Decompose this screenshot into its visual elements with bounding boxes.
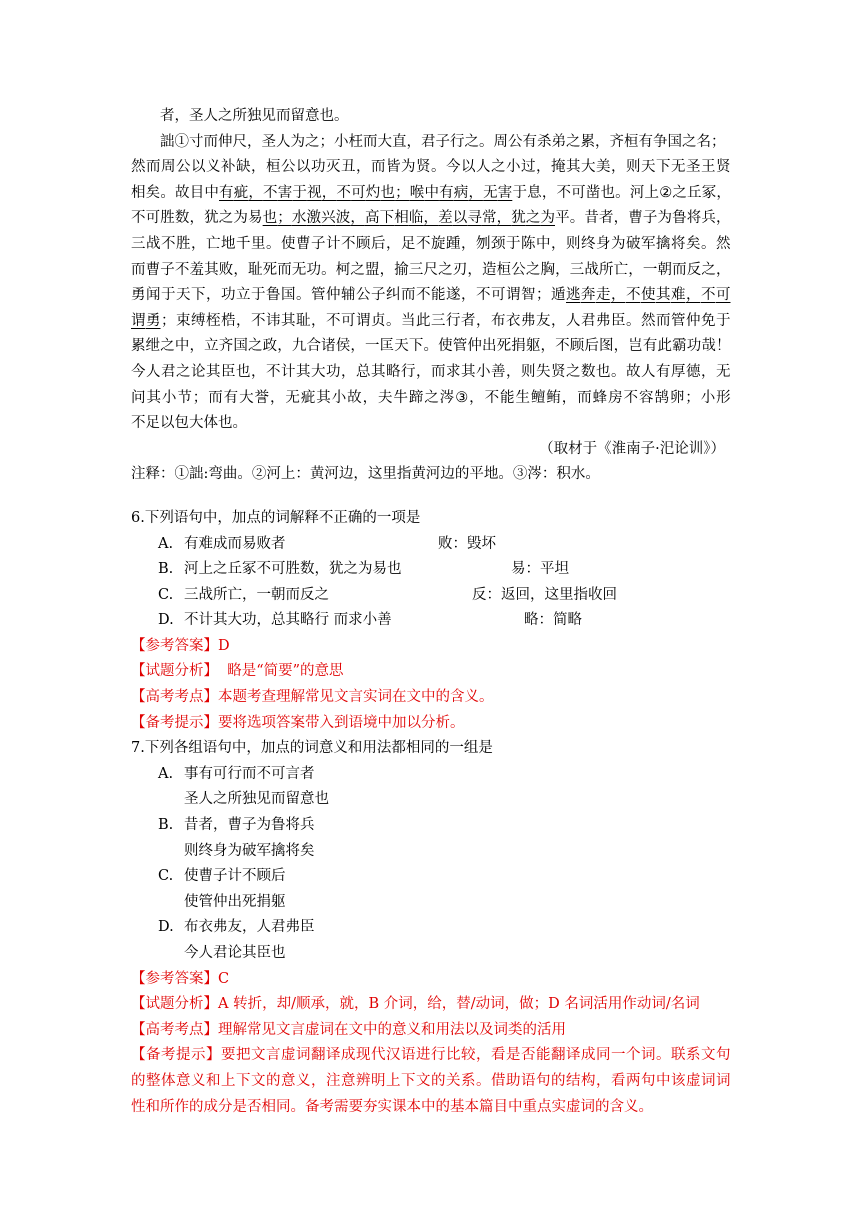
option-b: B. 昔者，曹子为鲁将兵 则终身为破军擒将矣 bbox=[131, 813, 731, 864]
prep-tip-line: 的 整 体 意 义 和 上 下 文 的 意 义 ， 注 意 辨 明 上 下 文 的 关 系 。 借 助 语 句 的 结 构 ， 看 两 句 中 该 虚 词 词 bbox=[131, 1072, 731, 1089]
answer-line: 【参考答案】D bbox=[131, 637, 230, 654]
passage-line: 者，圣人之所独见而留意也。 bbox=[160, 108, 349, 124]
question-7 bbox=[131, 736, 731, 1120]
option-sentence-1: 事有可行而不可言者 bbox=[184, 765, 315, 782]
analysis-line: 【试题分析】A 转折，却/顺承，就，B 介词，给，替/动词，做；D 名词活用作动词/名词 bbox=[131, 996, 700, 1013]
answer-line: 【参考答案】C bbox=[131, 970, 230, 987]
passage-line: 今 人 君 之 论 其 臣 也 ， 不 计 其 大 功 ， 总 其 略 行 ， 而 求 其 小 善 ， 则 失 贤 之 数 也 。 故 人 有 厚 德 ， 无 bbox=[131, 363, 731, 380]
passage bbox=[131, 104, 731, 488]
answer-value: D bbox=[218, 637, 230, 654]
option-explanation: 略：简略 bbox=[524, 612, 582, 629]
option-c: C. 使曹子计不顾后 使管仲出死捐躯 bbox=[131, 864, 731, 915]
prep-tip-line: 【备考提示】要将选项答案带入到语境中加以分析。 bbox=[131, 714, 465, 731]
document-page bbox=[131, 104, 731, 1120]
option-sentence-2: 今人君论其臣也 bbox=[184, 945, 286, 961]
analysis-line: 【试题分析】 略是“简要”的意思 bbox=[131, 663, 344, 680]
prep-tip-line: 【 备 考 提 示 】 要 把 文 言 虚 词 翻 译 成 现 代 汉 语 进 行 比 较 ， 看 是 否 能 翻 译 成 同 一 个 词 。 联 系 文 句 bbox=[131, 1047, 731, 1064]
option-sentence-1: 使曹子计不顾后 bbox=[184, 868, 286, 885]
passage-line: 詘①寸而伸尺，圣人为之；小枉而大直，君子行之。周公有杀弟之累，齐桓有争国之名； bbox=[160, 133, 726, 150]
passage-line: 不足以包大体也。 bbox=[131, 415, 247, 432]
passage-line: 相 矣 。 故 目 中 有 疵 ， 不 害 于 视 ， 不 可 灼 也 ； 喉 中 有 病 ， 无 害 于 息 ， 不 可 凿 也 。 河 上 ② 之 丘 冢 ， bbox=[131, 184, 731, 201]
option-text: 河上之丘冢不可胜数，犹之为易也 bbox=[184, 561, 402, 578]
passage-line: 而 曹 子 不 羞 其 败 ， 耻 死 而 无 功 。 柯 之 盟 ， 揄 三 尺 之 刃 ， 造 桓 公 之 胸 ， 三 战 所 亡 ， 一 朝 而 反 之 ， bbox=[131, 261, 731, 278]
option-c: C. 三战所亡，一朝而反之 反：返回，这里指收回 bbox=[131, 583, 731, 609]
exam-point-line: 【高考考点】理解常见文言虚词在文中的意义和用法以及词类的活用 bbox=[131, 1021, 566, 1038]
option-explanation: 败：毁坏 bbox=[438, 535, 496, 552]
option-b: B. 河上之丘冢不可胜数，犹之为易也 易：平坦 bbox=[131, 557, 731, 583]
passage-line: 三 战 不 胜 ， 亡 地 千 里 。 使 曹 子 计 不 顾 后 ， 足 不 旋 踵 ， 刎 颈 于 陈 中 ， 则 终 身 为 破 军 擒 将 矣 。 然 bbox=[131, 235, 731, 252]
option-a: A. 事有可行而不可言者 圣人之所独见而留意也 bbox=[131, 762, 731, 813]
passage-line: 然 而 周 公 以 义 补 缺 ， 桓 公 以 功 灭 丑 ， 而 皆 为 贤 。 今 以 人 之 小 过 ， 掩 其 大 美 ， 则 天 下 无 圣 王 贤 bbox=[131, 159, 731, 176]
prep-tip-line: 性和所作的成分是否相同。备考需要夯实课本中的基本篇目中重点实虚词的含义。 bbox=[131, 1098, 653, 1115]
option-text: 有难成而易败者 bbox=[184, 535, 286, 552]
option-text: 不计其大功，总其略行 而求小善 bbox=[184, 612, 392, 629]
source-citation: （取材于《淮南子·汜论训》） bbox=[539, 440, 725, 457]
option-sentence-2: 则终身为破军擒将矣 bbox=[184, 842, 315, 859]
option-d: D. 不计其大功，总其略行 而求小善 略：简略 bbox=[131, 608, 731, 634]
answer-value: C bbox=[218, 970, 230, 987]
option-sentence-1: 昔者，曹子为鲁将兵 bbox=[184, 817, 315, 834]
option-sentence-2: 使管仲出死捐躯 bbox=[184, 893, 286, 910]
option-sentence-1: 布衣弗友，人君弗臣 bbox=[184, 919, 315, 936]
option-a: A. 有难成而易败者 败：毁坏 bbox=[131, 532, 731, 558]
question-stem: 7.下列各组语句中，加点的词意义和用法都相同的一组是 bbox=[131, 740, 493, 757]
passage-line: 不 可 胜 数 ， 犹 之 为 易 也 ； 水 激 兴 波 ， 高 下 相 临 ， 差 以 寻 常 ， 犹 之 为 平 。 昔 者 ， 曹 子 为 鲁 将 兵 ， bbox=[131, 210, 731, 227]
annotation-notes: 注释：①詘:弯曲。②河上：黄河边，这里指黄河边的平地。③涔：积水。 bbox=[131, 466, 600, 483]
passage-line: 累 绁 之 中 ， 立 齐 国 之 政 ， 九 合 诸 侯 ， 一 匡 天 下 。 使 管 仲 出 死 捐 躯 ， 不 顾 后 图 ， 岂 有 此 霸 功 哉 ！ bbox=[131, 338, 731, 355]
option-explanation: 易：平坦 bbox=[511, 561, 569, 578]
question-stem: 6.下列语句中，加点的词解释不正确的一项是 bbox=[131, 509, 421, 526]
option-sentence-2: 圣人之所独见而留意也 bbox=[184, 791, 329, 808]
option-d: D. 布衣弗友，人君弗臣 今人君论其臣也 bbox=[131, 915, 731, 966]
passage-line: 问 其 小 节 ； 而 有 大 誉 ， 无 疵 其 小 故 ， 夫 牛 蹄 之 涔 ③ ， 不 能 生 鳣 鲔 ， 而 蜂 房 不 容 鹄 卵 ； 小 形 bbox=[131, 389, 731, 406]
question-6 bbox=[131, 506, 731, 736]
option-explanation: 反：返回，这里指收回 bbox=[472, 586, 617, 603]
passage-line: 勇 闻 于 天 下 ， 功 立 于 鲁 国 。 管 仲 辅 公 子 纠 而 不 能 遂 ， 不 可 谓 智 ； 遁 逃 奔 走 ， 不 使 其 难 ， 不 可 bbox=[131, 287, 731, 304]
passage-line: 谓 勇 ； 束 缚 桎 梏 ， 不 讳 其 耻 ， 不 可 谓 贞 。 当 此 三 行 者 ， 布 衣 弗 友 ， 人 君 弗 臣 。 然 而 管 仲 免 于 bbox=[131, 312, 731, 329]
exam-point-line: 【高考考点】本题考查理解常见文言实词在文中的含义。 bbox=[131, 689, 494, 706]
option-text: 三战所亡，一朝而反之 bbox=[184, 586, 329, 603]
